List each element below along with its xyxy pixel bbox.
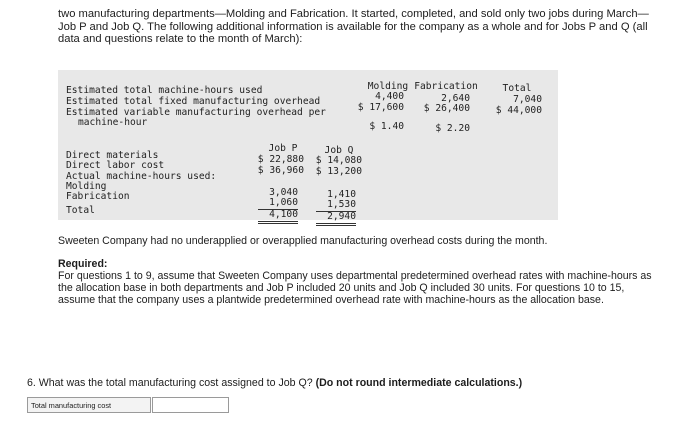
data-panel [58,70,558,220]
fabrication-fixed-overhead: $ 26,400 [423,103,470,114]
job-p-fabrication-hours: 1,060 [258,198,298,210]
job-q-direct-labor: $ 13,200 [315,166,362,177]
row-machine-hours-label: Estimated total machine-hours used [66,85,263,96]
molding-label: Molding [66,181,107,192]
answer-label: Total manufacturing cost [27,397,151,413]
job-p-direct-materials: $ 22,880 [257,154,304,165]
fabrication-label: Fabrication [66,191,130,202]
row-variable-overhead-label: Estimated variable manufacturing overhead per [66,107,326,118]
header-job-q: Job Q [324,145,354,156]
row-variable-overhead-label-cont: machine-hour [78,117,148,128]
total-machine-hours: 7,040 [513,94,542,105]
answer-row [27,397,229,414]
header-molding: Molding [367,81,409,92]
machine-hours-used-label: Actual machine-hours used: [66,171,217,182]
header-fabrication: Fabrication [414,81,478,92]
total-hours-label: Total [66,205,95,216]
total-manufacturing-cost-input[interactable] [152,397,229,413]
job-p-total-hours: 4,100 [258,210,298,224]
job-q-total-hours: 2,940 [316,212,356,226]
job-q-fabrication-hours: 1,530 [316,200,356,212]
fabrication-machine-hours: 2,640 [441,93,470,104]
molding-fixed-overhead: $ 17,600 [357,102,404,113]
header-job-p: Job P [268,143,298,154]
job-p-molding-hours: 3,040 [269,187,298,198]
job-q-molding-hours: 1,410 [327,189,356,200]
direct-labor-label: Direct labor cost [66,160,165,171]
intro-paragraph: two manufacturing departments—Molding and Fabrication. It started, completed, and sold only two jobs during March—Job P and Job Q. The following additional information is available for the company as a whole and for Jobs P and Q (all data and questions relate to the month of March): [58,8,649,45]
molding-variable-rate: $ 1.40 [369,121,404,132]
total-fixed-overhead: $ 44,000 [495,105,542,116]
job-q-direct-materials: $ 14,080 [315,155,362,166]
fabrication-variable-rate: $ 2.20 [435,123,470,134]
question-note: (Do not round intermediate calculations.) [315,377,523,389]
question-6 [27,377,522,389]
required-text: For questions 1 to 9, assume that Sweeten Company uses departmental predetermined overhead rates with machine-hours as the allocation base in both departments and Job P included 20 units and Job Q included 30 units. For questions 10 to 15, assume that the company uses a plantwide predetermined overhead rate with machine-hours as the allocation base. [58,270,652,306]
question-text: 6. What was the total manufacturing cost assigned to Job Q? [27,377,313,389]
required-heading: Required: [58,258,108,270]
molding-machine-hours: 4,400 [375,91,404,102]
job-p-direct-labor: $ 36,960 [257,165,304,176]
direct-materials-label: Direct materials [66,150,159,161]
row-fixed-overhead-label: Estimated total fixed manufacturing overhead [66,96,321,107]
no-under-over-applied-statement: Sweeten Company had no underapplied or overapplied manufacturing overhead costs during the month. [58,235,548,247]
header-total: Total [502,83,532,94]
